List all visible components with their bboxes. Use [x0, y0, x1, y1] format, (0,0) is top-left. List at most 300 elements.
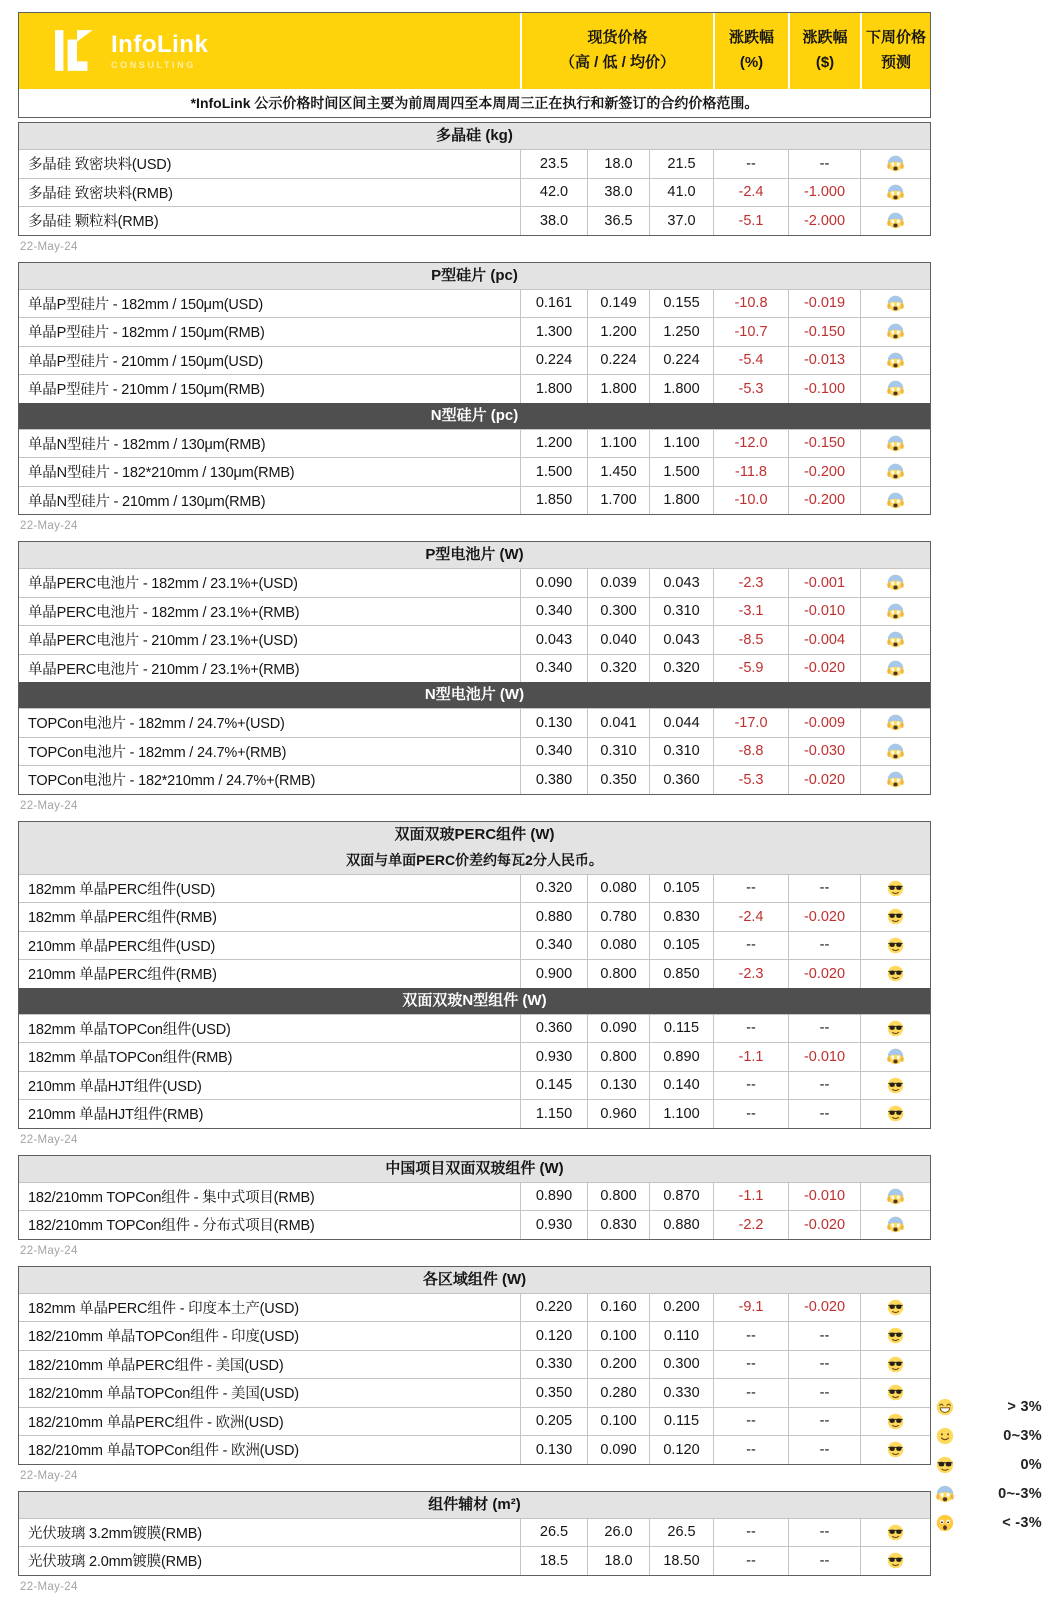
forecast-emoji-cell: [860, 1519, 930, 1547]
table-row: [19, 765, 930, 794]
scream-emoji-icon: [887, 1048, 904, 1065]
pct-change-cell: -5.3: [713, 375, 788, 403]
price-table: [18, 12, 931, 1602]
low-price-cell: 0.350: [587, 766, 649, 794]
forecast-emoji-cell: [860, 903, 930, 931]
avg-price-cell: 0.224: [649, 347, 713, 375]
scream-emoji-icon: [887, 155, 904, 172]
date-stamp: 22-May-24: [20, 799, 78, 812]
high-price-cell: 0.330: [520, 1351, 587, 1379]
product-label: 单晶PERC电池片 - 182mm / 23.1%+(RMB): [28, 604, 300, 621]
avg-price-cell: 1.800: [649, 375, 713, 403]
scream-emoji-icon: [887, 1216, 904, 1233]
column-header-forecast: [860, 13, 930, 89]
section-header: 双面双玻N型组件 (W): [19, 988, 930, 1014]
price-section-block: [18, 1491, 931, 1576]
usd-change-cell: --: [788, 932, 860, 960]
low-price-cell: 0.100: [587, 1322, 649, 1350]
low-price-cell: 1.700: [587, 487, 649, 515]
sunglasses-emoji-icon: [887, 908, 904, 925]
scream-emoji-icon: [887, 574, 904, 591]
usd-change-cell: -0.020: [788, 960, 860, 988]
product-label: 单晶P型硅片 - 210mm / 150μm(RMB): [28, 382, 265, 399]
price-section-block: [18, 1155, 931, 1240]
pct-change-cell: -10.0: [713, 487, 788, 515]
change-pct-unit: (%): [739, 54, 764, 71]
high-price-cell: 0.890: [520, 1183, 587, 1211]
column-header-row: [19, 13, 930, 89]
high-price-cell: 0.130: [520, 1436, 587, 1464]
legend-label: < -3%: [1002, 1514, 1042, 1531]
product-label: 单晶PERC电池片 - 210mm / 23.1%+(RMB): [28, 661, 300, 678]
product-label: 单晶N型硅片 - 182*210mm / 130μm(RMB): [28, 465, 295, 482]
high-price-cell: 0.145: [520, 1072, 587, 1100]
product-label: 210mm 单晶HJT组件(USD): [28, 1078, 202, 1095]
section-subtitle: 双面与单面PERC价差约每瓦2分人民币。: [19, 848, 930, 874]
high-price-cell: 1.800: [520, 375, 587, 403]
section-header: 组件辅材 (m²): [19, 1492, 930, 1518]
high-price-cell: 0.380: [520, 766, 587, 794]
avg-price-cell: 0.044: [649, 709, 713, 737]
table-row: [19, 149, 930, 178]
usd-change-cell: -0.010: [788, 1043, 860, 1071]
forecast-emoji-cell: [860, 375, 930, 403]
high-price-cell: 0.900: [520, 960, 587, 988]
low-price-cell: 0.960: [587, 1100, 649, 1128]
low-price-cell: 0.160: [587, 1294, 649, 1322]
spot-price-title: 现货价格: [587, 29, 648, 47]
forecast-emoji-cell: [860, 1183, 930, 1211]
scream-emoji-icon: [887, 743, 904, 760]
forecast-emoji-cell: [860, 655, 930, 683]
high-price-cell: 38.0: [520, 207, 587, 235]
price-section-block: [18, 541, 931, 795]
scream-emoji-icon: [887, 435, 904, 452]
forecast-emoji-cell: [860, 150, 930, 178]
date-stamp: 22-May-24: [20, 1133, 78, 1146]
avg-price-cell: 0.310: [649, 738, 713, 766]
scream-emoji-icon: [936, 1485, 954, 1503]
pct-change-cell: -5.4: [713, 347, 788, 375]
low-price-cell: 0.224: [587, 347, 649, 375]
scream-emoji-icon: [887, 380, 904, 397]
low-price-cell: 0.800: [587, 960, 649, 988]
forecast-emoji-cell: [860, 709, 930, 737]
low-price-cell: 18.0: [587, 1547, 649, 1575]
forecast-subtitle: 预测: [880, 54, 911, 71]
usd-change-cell: --: [788, 1519, 860, 1547]
date-stamp: 22-May-24: [20, 1580, 78, 1593]
pct-change-cell: --: [713, 1015, 788, 1043]
product-label: 182/210mm 单晶TOPCon组件 - 印度(USD): [28, 1329, 299, 1346]
change-usd-title: 涨跌幅: [802, 29, 848, 47]
product-label: 多晶硅 颗粒料(RMB): [28, 214, 159, 231]
brand-name: InfoLink: [111, 30, 209, 58]
pct-change-cell: -5.1: [713, 207, 788, 235]
grin-emoji-icon: [936, 1398, 954, 1416]
low-price-cell: 1.100: [587, 430, 649, 458]
sunglasses-emoji-icon: [887, 1327, 904, 1344]
avg-price-cell: 1.500: [649, 458, 713, 486]
table-row: [19, 317, 930, 346]
forecast-emoji-cell: [860, 1408, 930, 1436]
table-row: [19, 178, 930, 207]
high-price-cell: 0.350: [520, 1379, 587, 1407]
forecast-emoji-cell: [860, 1351, 930, 1379]
table-row: [19, 1099, 930, 1128]
avg-price-cell: 37.0: [649, 207, 713, 235]
high-price-cell: 42.0: [520, 179, 587, 207]
table-row: [19, 1042, 930, 1071]
avg-price-cell: 0.110: [649, 1322, 713, 1350]
low-price-cell: 1.800: [587, 375, 649, 403]
forecast-emoji-cell: [860, 1015, 930, 1043]
product-label: 单晶N型硅片 - 210mm / 130μm(RMB): [28, 493, 266, 510]
high-price-cell: 0.340: [520, 598, 587, 626]
usd-change-cell: --: [788, 150, 860, 178]
usd-change-cell: -0.030: [788, 738, 860, 766]
section-header: N型硅片 (pc): [19, 403, 930, 429]
scream-emoji-icon: [887, 295, 904, 312]
table-row: [19, 568, 930, 597]
price-section-block: [18, 262, 931, 516]
date-stamp: 22-May-24: [20, 1244, 78, 1257]
pct-change-cell: -2.2: [713, 1211, 788, 1239]
forecast-emoji-cell: [860, 1211, 930, 1239]
pct-change-cell: --: [713, 875, 788, 903]
low-price-cell: 0.300: [587, 598, 649, 626]
table-row: [19, 486, 930, 515]
pct-change-cell: -10.7: [713, 318, 788, 346]
price-section-block: [18, 122, 931, 236]
table-row: [19, 1518, 930, 1547]
legend-item: [936, 1392, 1042, 1421]
usd-change-cell: -0.013: [788, 347, 860, 375]
usd-change-cell: --: [788, 1015, 860, 1043]
scream-emoji-icon: [887, 492, 904, 509]
usd-change-cell: -0.200: [788, 458, 860, 486]
scream-emoji-icon: [887, 184, 904, 201]
pct-change-cell: -2.4: [713, 179, 788, 207]
pct-change-cell: -17.0: [713, 709, 788, 737]
low-price-cell: 0.310: [587, 738, 649, 766]
high-price-cell: 0.930: [520, 1043, 587, 1071]
product-label: 210mm 单晶HJT组件(RMB): [28, 1107, 204, 1124]
low-price-cell: 0.800: [587, 1183, 649, 1211]
usd-change-cell: -0.020: [788, 1211, 860, 1239]
low-price-cell: 1.450: [587, 458, 649, 486]
table-row: [19, 625, 930, 654]
scream-emoji-icon: [887, 771, 904, 788]
pct-change-cell: -8.5: [713, 626, 788, 654]
section-header: 多晶硅 (kg): [19, 123, 930, 149]
price-section-block: [18, 821, 931, 1129]
date-stamp: 22-May-24: [20, 1469, 78, 1482]
table-row: [19, 1014, 930, 1043]
product-label: 多晶硅 致密块料(USD): [28, 157, 172, 174]
high-price-cell: 0.090: [520, 569, 587, 597]
usd-change-cell: -0.020: [788, 766, 860, 794]
low-price-cell: 0.100: [587, 1408, 649, 1436]
pct-change-cell: -5.9: [713, 655, 788, 683]
pct-change-cell: --: [713, 932, 788, 960]
sunglasses-emoji-icon: [887, 1413, 904, 1430]
avg-price-cell: 0.320: [649, 655, 713, 683]
pct-change-cell: --: [713, 1436, 788, 1464]
low-price-cell: 18.0: [587, 150, 649, 178]
avg-price-cell: 1.250: [649, 318, 713, 346]
pct-change-cell: -9.1: [713, 1294, 788, 1322]
low-price-cell: 0.080: [587, 875, 649, 903]
usd-change-cell: -0.009: [788, 709, 860, 737]
forecast-emoji-cell: [860, 960, 930, 988]
pct-change-cell: --: [713, 1100, 788, 1128]
table-row: [19, 429, 930, 458]
table-row: [19, 654, 930, 683]
legend-label: 0~3%: [1003, 1427, 1042, 1444]
avg-price-cell: 1.800: [649, 487, 713, 515]
high-price-cell: 1.200: [520, 430, 587, 458]
high-price-cell: 0.043: [520, 626, 587, 654]
low-price-cell: 0.149: [587, 290, 649, 318]
forecast-emoji-cell: [860, 1379, 930, 1407]
table-row: [19, 959, 930, 988]
brand-subtitle: CONSULTING: [111, 59, 196, 70]
usd-change-cell: -0.010: [788, 1183, 860, 1211]
pct-change-cell: --: [713, 1322, 788, 1350]
usd-change-cell: --: [788, 875, 860, 903]
sunglasses-emoji-icon: [887, 1356, 904, 1373]
scream-emoji-icon: [887, 660, 904, 677]
forecast-emoji-cell: [860, 458, 930, 486]
scream-emoji-icon: [887, 1188, 904, 1205]
avg-price-cell: 0.310: [649, 598, 713, 626]
high-price-cell: 1.850: [520, 487, 587, 515]
low-price-cell: 0.090: [587, 1015, 649, 1043]
low-price-cell: 1.200: [587, 318, 649, 346]
product-label: 182mm 单晶PERC组件(USD): [28, 881, 216, 898]
low-price-cell: 0.830: [587, 1211, 649, 1239]
sunglasses-emoji-icon: [887, 1552, 904, 1569]
shocked-emoji-icon: [936, 1514, 954, 1532]
scream-emoji-icon: [887, 463, 904, 480]
sunglasses-emoji-icon: [887, 1384, 904, 1401]
table-row: [19, 1350, 930, 1379]
avg-price-cell: 0.300: [649, 1351, 713, 1379]
avg-price-cell: 0.830: [649, 903, 713, 931]
infolink-logo-icon: [53, 27, 99, 75]
pct-change-cell: -2.3: [713, 960, 788, 988]
section-header: 中国项目双面双玻组件 (W): [19, 1156, 930, 1182]
product-label: 182/210mm TOPCon组件 - 分布式项目(RMB): [28, 1218, 315, 1235]
pct-change-cell: -2.3: [713, 569, 788, 597]
usd-change-cell: -0.020: [788, 903, 860, 931]
table-row: [19, 1435, 930, 1464]
forecast-emoji-cell: [860, 290, 930, 318]
product-label: 182/210mm 单晶TOPCon组件 - 欧洲(USD): [28, 1443, 299, 1460]
sunglasses-emoji-icon: [887, 1105, 904, 1122]
date-stamp: 22-May-24: [20, 240, 78, 253]
table-row: [19, 1378, 930, 1407]
avg-price-cell: 0.115: [649, 1015, 713, 1043]
low-price-cell: 0.039: [587, 569, 649, 597]
avg-price-cell: 21.5: [649, 150, 713, 178]
avg-price-cell: 0.200: [649, 1294, 713, 1322]
product-label: 182mm 单晶TOPCon组件(RMB): [28, 1050, 233, 1067]
usd-change-cell: --: [788, 1322, 860, 1350]
high-price-cell: 0.220: [520, 1294, 587, 1322]
legend-item: [936, 1421, 1042, 1450]
high-price-cell: 1.150: [520, 1100, 587, 1128]
forecast-emoji-cell: [860, 766, 930, 794]
pct-change-cell: -5.3: [713, 766, 788, 794]
product-label: 多晶硅 致密块料(RMB): [28, 185, 173, 202]
usd-change-cell: --: [788, 1100, 860, 1128]
table-row: [19, 1293, 930, 1322]
legend-item: [936, 1508, 1042, 1537]
forecast-emoji-cell: [860, 1322, 930, 1350]
pct-change-cell: -2.4: [713, 903, 788, 931]
section-header: N型电池片 (W): [19, 682, 930, 708]
avg-price-cell: 0.360: [649, 766, 713, 794]
column-header-spot-price: [520, 13, 713, 89]
table-row: [19, 1210, 930, 1239]
sunglasses-emoji-icon: [887, 1299, 904, 1316]
section-header: P型硅片 (pc): [19, 263, 930, 289]
forecast-emoji-cell: [860, 1100, 930, 1128]
forecast-emoji-cell: [860, 347, 930, 375]
product-label: 单晶P型硅片 - 182mm / 150μm(USD): [28, 296, 263, 313]
product-label: 单晶P型硅片 - 182mm / 150μm(RMB): [28, 325, 265, 342]
forecast-emoji-cell: [860, 179, 930, 207]
table-row: [19, 206, 930, 235]
sunglasses-emoji-icon: [887, 937, 904, 954]
low-price-cell: 0.090: [587, 1436, 649, 1464]
high-price-cell: 0.205: [520, 1408, 587, 1436]
usd-change-cell: --: [788, 1379, 860, 1407]
product-label: 光伏玻璃 2.0mm镀膜(RMB): [28, 1554, 202, 1571]
pct-change-cell: --: [713, 1519, 788, 1547]
section-header: 双面双玻PERC组件 (W): [19, 822, 930, 848]
forecast-emoji-cell: [860, 626, 930, 654]
forecast-emoji-cell: [860, 430, 930, 458]
table-row: [19, 1407, 930, 1436]
usd-change-cell: -2.000: [788, 207, 860, 235]
pct-change-cell: --: [713, 1547, 788, 1575]
low-price-cell: 0.080: [587, 932, 649, 960]
scream-emoji-icon: [887, 631, 904, 648]
avg-price-cell: 41.0: [649, 179, 713, 207]
high-price-cell: 0.880: [520, 903, 587, 931]
product-label: 210mm 单晶PERC组件(USD): [28, 938, 216, 955]
pct-change-cell: --: [713, 1379, 788, 1407]
pct-change-cell: -11.8: [713, 458, 788, 486]
pct-change-cell: --: [713, 150, 788, 178]
low-price-cell: 0.320: [587, 655, 649, 683]
pct-change-cell: -8.8: [713, 738, 788, 766]
low-price-cell: 0.040: [587, 626, 649, 654]
high-price-cell: 0.340: [520, 738, 587, 766]
avg-price-cell: 0.043: [649, 626, 713, 654]
avg-price-cell: 0.120: [649, 1436, 713, 1464]
pct-change-cell: -3.1: [713, 598, 788, 626]
usd-change-cell: -0.150: [788, 430, 860, 458]
table-row: [19, 1321, 930, 1350]
usd-change-cell: -1.000: [788, 179, 860, 207]
forecast-legend: [936, 1392, 1042, 1537]
table-row: [19, 1546, 930, 1575]
table-row: [19, 708, 930, 737]
sunglasses-emoji-icon: [936, 1456, 954, 1474]
product-label: TOPCon电池片 - 182mm / 24.7%+(RMB): [28, 744, 287, 761]
low-price-cell: 36.5: [587, 207, 649, 235]
infolink-logo: [19, 13, 520, 89]
low-price-cell: 38.0: [587, 179, 649, 207]
table-row: [19, 457, 930, 486]
table-row: [19, 1182, 930, 1211]
section-header: P型电池片 (W): [19, 542, 930, 568]
pct-change-cell: -1.1: [713, 1183, 788, 1211]
avg-price-cell: 0.880: [649, 1211, 713, 1239]
forecast-emoji-cell: [860, 1072, 930, 1100]
product-label: 182/210mm 单晶PERC组件 - 美国(USD): [28, 1357, 284, 1374]
avg-price-cell: 0.105: [649, 932, 713, 960]
table-header-block: [18, 12, 931, 118]
forecast-emoji-cell: [860, 875, 930, 903]
high-price-cell: 18.5: [520, 1547, 587, 1575]
usd-change-cell: -0.004: [788, 626, 860, 654]
low-price-cell: 0.041: [587, 709, 649, 737]
forecast-emoji-cell: [860, 569, 930, 597]
high-price-cell: 0.340: [520, 655, 587, 683]
sunglasses-emoji-icon: [887, 965, 904, 982]
high-price-cell: 0.130: [520, 709, 587, 737]
product-label: 光伏玻璃 3.2mm镀膜(RMB): [28, 1525, 202, 1542]
product-label: 182/210mm 单晶TOPCon组件 - 美国(USD): [28, 1386, 299, 1403]
table-row: [19, 346, 930, 375]
high-price-cell: 23.5: [520, 150, 587, 178]
avg-price-cell: 1.100: [649, 1100, 713, 1128]
avg-price-cell: 0.330: [649, 1379, 713, 1407]
avg-price-cell: 0.105: [649, 875, 713, 903]
product-label: 单晶PERC电池片 - 182mm / 23.1%+(USD): [28, 576, 298, 593]
product-label: 182/210mm TOPCon组件 - 集中式项目(RMB): [28, 1189, 315, 1206]
scream-emoji-icon: [887, 323, 904, 340]
sunglasses-emoji-icon: [887, 1077, 904, 1094]
low-price-cell: 26.0: [587, 1519, 649, 1547]
avg-price-cell: 0.850: [649, 960, 713, 988]
section-blocks: [18, 122, 931, 1602]
date-stamp: 22-May-24: [20, 520, 78, 532]
scream-emoji-icon: [887, 603, 904, 620]
table-row: [19, 374, 930, 403]
avg-price-cell: 1.100: [649, 430, 713, 458]
low-price-cell: 0.780: [587, 903, 649, 931]
legend-label: > 3%: [1007, 1398, 1042, 1415]
section-header: 各区域组件 (W): [19, 1267, 930, 1293]
pct-change-cell: --: [713, 1408, 788, 1436]
forecast-emoji-cell: [860, 1547, 930, 1575]
pct-change-cell: -12.0: [713, 430, 788, 458]
low-price-cell: 0.130: [587, 1072, 649, 1100]
high-price-cell: 0.161: [520, 290, 587, 318]
avg-price-cell: 0.870: [649, 1183, 713, 1211]
forecast-emoji-cell: [860, 207, 930, 235]
sunglasses-emoji-icon: [887, 1524, 904, 1541]
usd-change-cell: -0.020: [788, 1294, 860, 1322]
usd-change-cell: -0.150: [788, 318, 860, 346]
forecast-emoji-cell: [860, 598, 930, 626]
